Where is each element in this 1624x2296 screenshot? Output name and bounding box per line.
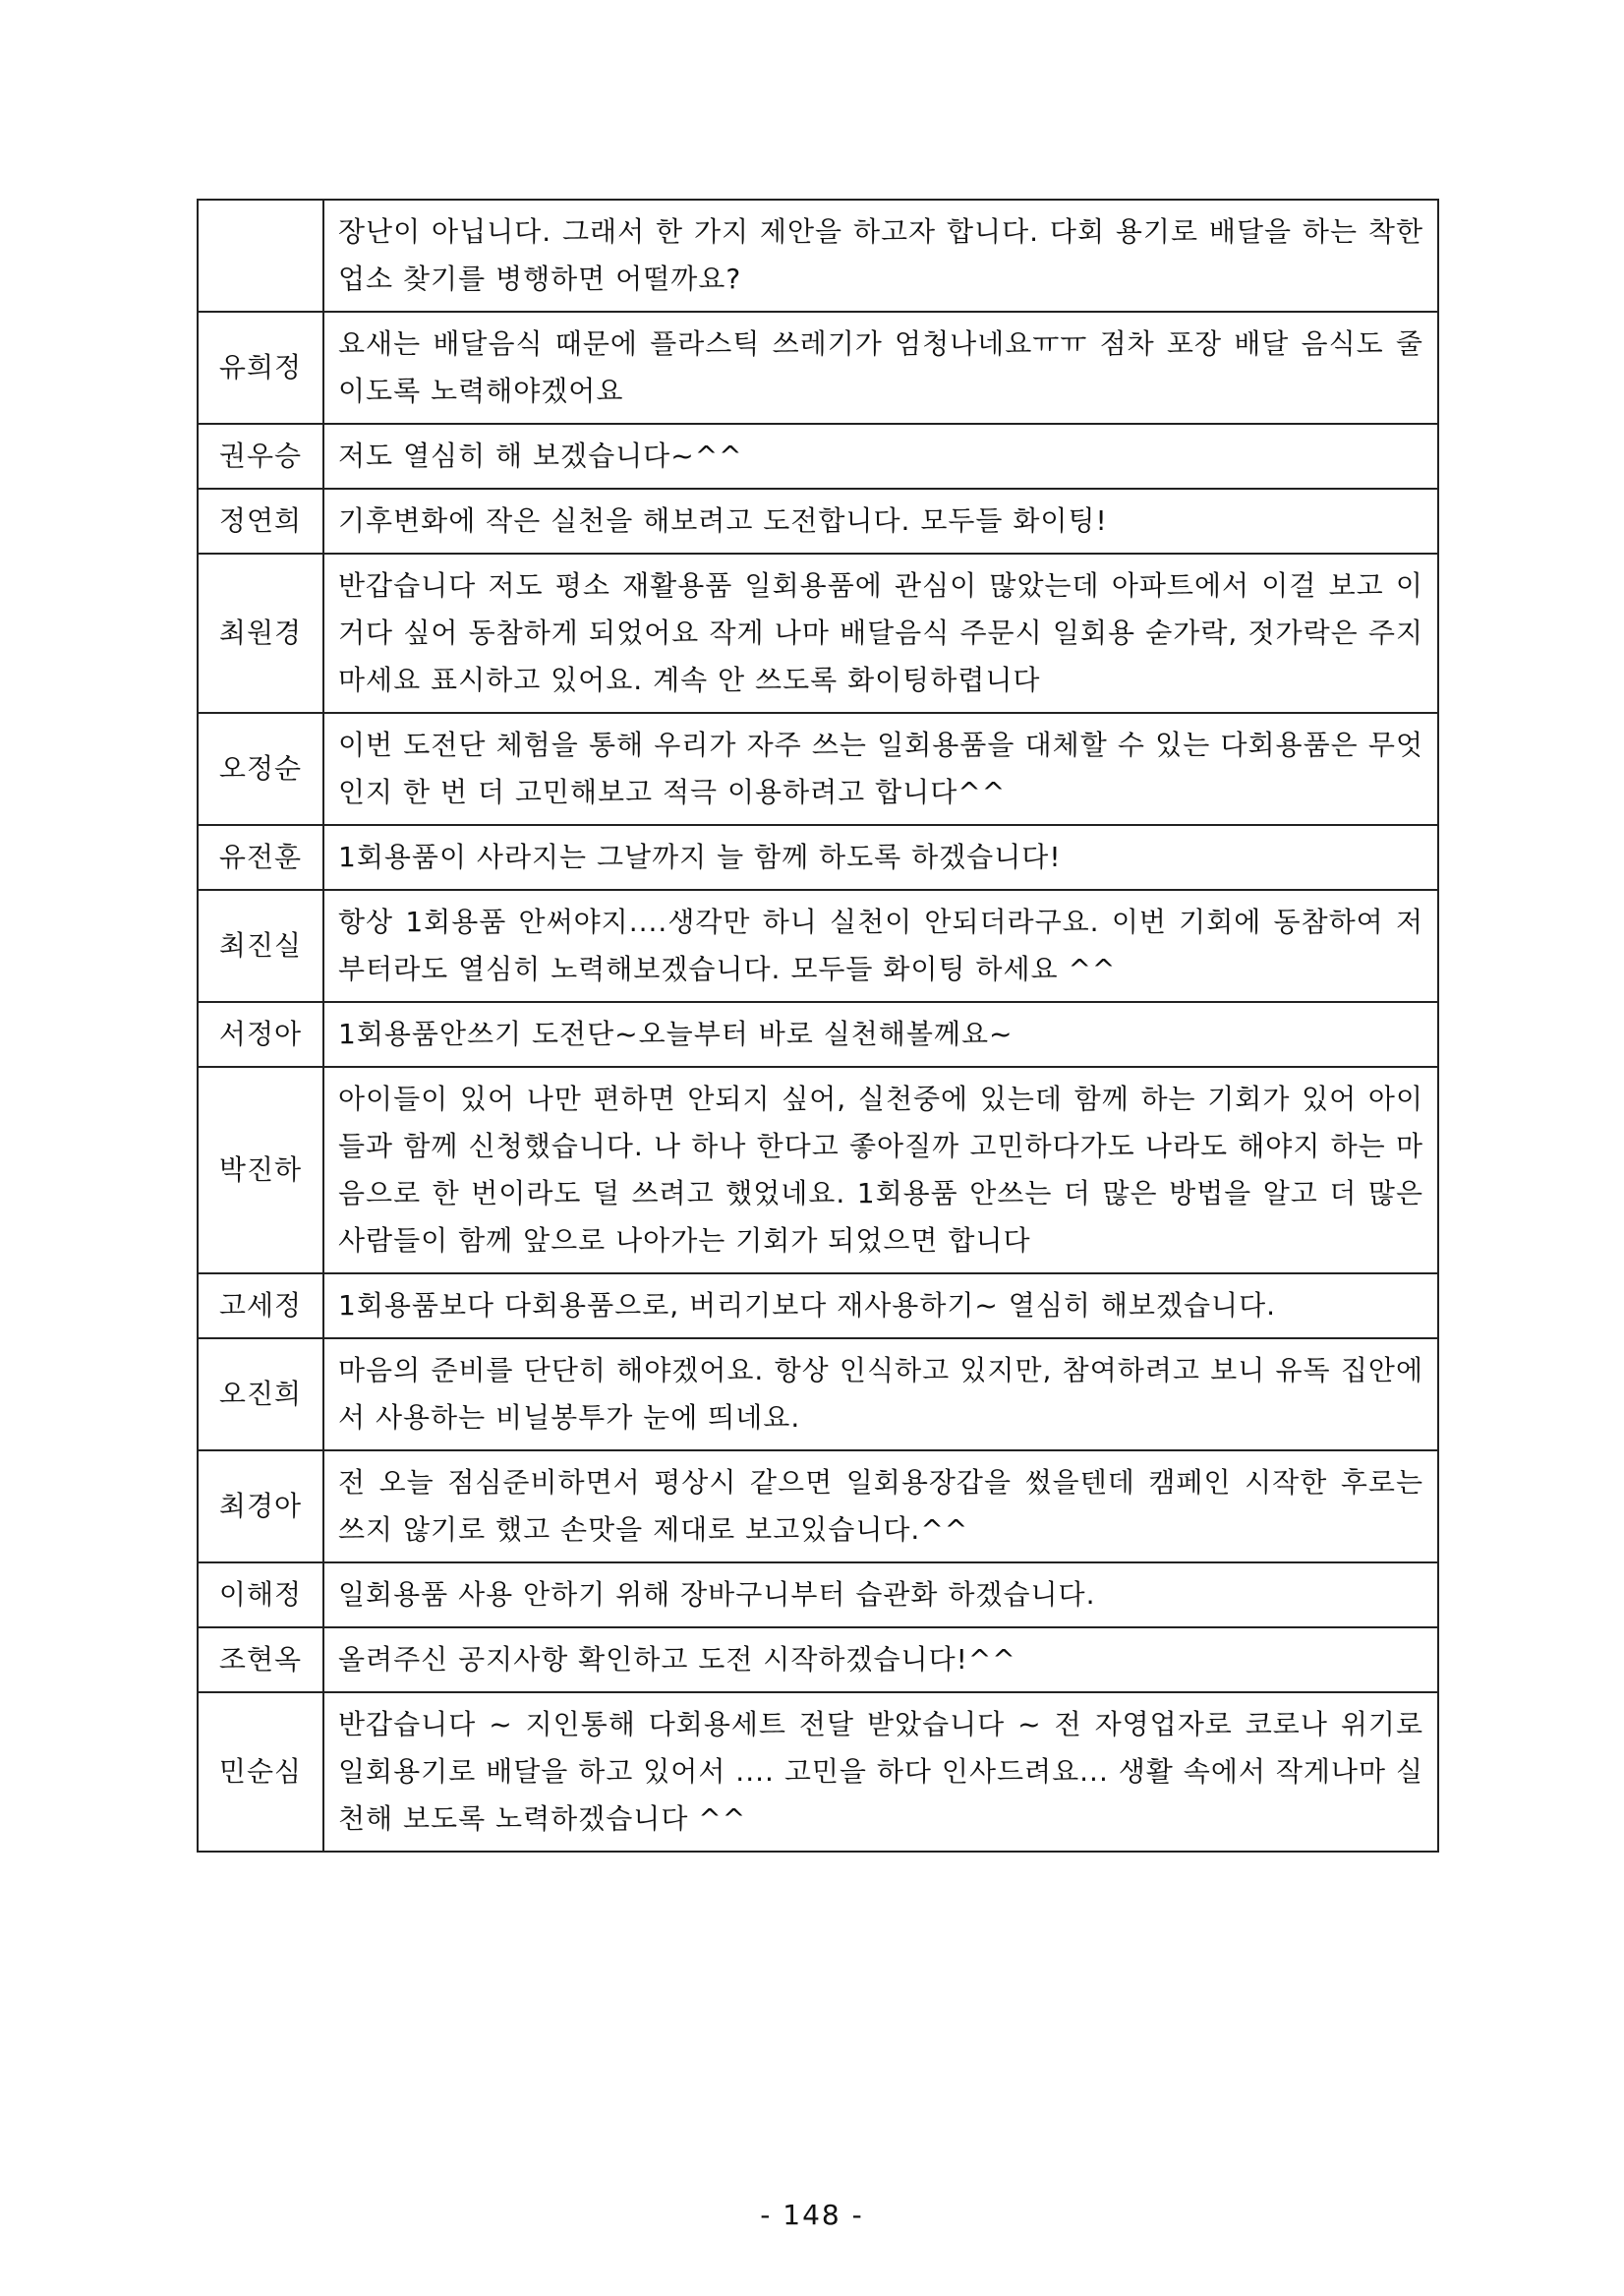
comments-table — [197, 199, 1439, 1853]
participant-comment: 기후변화에 작은 실천을 해보려고 도전합니다. 모두들 화이팅! — [323, 489, 1438, 554]
table-row — [198, 890, 1438, 1002]
participant-comment: 반갑습니다 ~ 지인통해 다회용세트 전달 받았습니다 ~ 전 자영업자로 코로나 위기로 일회용기로 배달을 하고 있어서 .... 고민을 하다 인사드려요... 생활 속에서 작게나마 실천해 보도록 노력하겠습니다 ^^ — [323, 1692, 1438, 1852]
participant-name: 최경아 — [198, 1450, 323, 1562]
participant-comment: 반갑습니다 저도 평소 재활용품 일회용품에 관심이 많았는데 아파트에서 이걸 보고 이거다 싶어 동참하게 되었어요 작게 나마 배달음식 주문시 일회용 숟가락, 젓가락은 주지마세요 표시하고 있어요. 계속 안 쓰도록 화이팅하렵니다 — [323, 554, 1438, 713]
table-row — [198, 713, 1438, 825]
participant-name: 유전훈 — [198, 825, 323, 890]
participant-comment: 1회용품이 사라지는 그날까지 늘 함께 하도록 하겠습니다! — [323, 825, 1438, 890]
participant-comment: 1회용품안쓰기 도전단~오늘부터 바로 실천해볼께요~ — [323, 1002, 1438, 1067]
participant-comment: 일회용품 사용 안하기 위해 장바구니부터 습관화 하겠습니다. — [323, 1562, 1438, 1627]
participant-name: 민순심 — [198, 1692, 323, 1852]
table-row — [198, 1002, 1438, 1067]
participant-comment: 1회용품보다 다회용품으로, 버리기보다 재사용하기~ 열심히 해보겠습니다. — [323, 1273, 1438, 1338]
table-row — [198, 554, 1438, 713]
table-row — [198, 1450, 1438, 1562]
table-row — [198, 200, 1438, 312]
participant-name: 이해정 — [198, 1562, 323, 1627]
table-row — [198, 312, 1438, 424]
participant-name: 정연희 — [198, 489, 323, 554]
table-row — [198, 1627, 1438, 1692]
participant-name: 유희정 — [198, 312, 323, 424]
table-row — [198, 1692, 1438, 1852]
participant-name: 오진희 — [198, 1338, 323, 1450]
table-row — [198, 489, 1438, 554]
participant-name: 오정순 — [198, 713, 323, 825]
participant-name: 박진하 — [198, 1067, 323, 1273]
participant-comment: 장난이 아닙니다. 그래서 한 가지 제안을 하고자 합니다. 다회 용기로 배달을 하는 착한 업소 찾기를 병행하면 어떨까요? — [323, 200, 1438, 312]
participant-name: 최진실 — [198, 890, 323, 1002]
participant-name: 권우승 — [198, 424, 323, 489]
table-row — [198, 424, 1438, 489]
participant-name: 최원경 — [198, 554, 323, 713]
participant-comment: 항상 1회용품 안써야지....생각만 하니 실천이 안되더라구요. 이번 기회에 동참하여 저부터라도 열심히 노력해보겠습니다. 모두들 화이팅 하세요 ^^ — [323, 890, 1438, 1002]
table-row — [198, 1338, 1438, 1450]
participant-comment: 요새는 배달음식 때문에 플라스틱 쓰레기가 엄청나네요ㅠㅠ 점차 포장 배달 음식도 줄이도록 노력해야겠어요 — [323, 312, 1438, 424]
participant-comment: 저도 열심히 해 보겠습니다~^^ — [323, 424, 1438, 489]
participant-name: 고세정 — [198, 1273, 323, 1338]
page-number: - 148 - — [760, 2199, 864, 2231]
participant-name — [198, 200, 323, 312]
participant-comment: 올려주신 공지사항 확인하고 도전 시작하겠습니다!^^ — [323, 1627, 1438, 1692]
table-row — [198, 1562, 1438, 1627]
participant-comment: 마음의 준비를 단단히 해야겠어요. 항상 인식하고 있지만, 참여하려고 보니 유독 집안에서 사용하는 비닐봉투가 눈에 띄네요. — [323, 1338, 1438, 1450]
table-row — [198, 1067, 1438, 1273]
participant-name: 서정아 — [198, 1002, 323, 1067]
table-row — [198, 825, 1438, 890]
participant-comment: 아이들이 있어 나만 편하면 안되지 싶어, 실천중에 있는데 함께 하는 기회가 있어 아이들과 함께 신청했습니다. 나 하나 한다고 좋아질까 고민하다가도 나라도 해야지 하는 마음으로 한 번이라도 덜 쓰려고 했었네요. 1회용품 안쓰는 더 많은 방법을 알고 더 많은 사람들이 함께 앞으로 나아가는 기회가 되었으면 합니다 — [323, 1067, 1438, 1273]
participant-comment: 전 오늘 점심준비하면서 평상시 같으면 일회용장갑을 썼을텐데 캠페인 시작한 후로는 쓰지 않기로 했고 손맛을 제대로 보고있습니다.^^ — [323, 1450, 1438, 1562]
participant-name: 조현옥 — [198, 1627, 323, 1692]
table-row — [198, 1273, 1438, 1338]
participant-comment: 이번 도전단 체험을 통해 우리가 자주 쓰는 일회용품을 대체할 수 있는 다회용품은 무엇인지 한 번 더 고민해보고 적극 이용하려고 합니다^^ — [323, 713, 1438, 825]
